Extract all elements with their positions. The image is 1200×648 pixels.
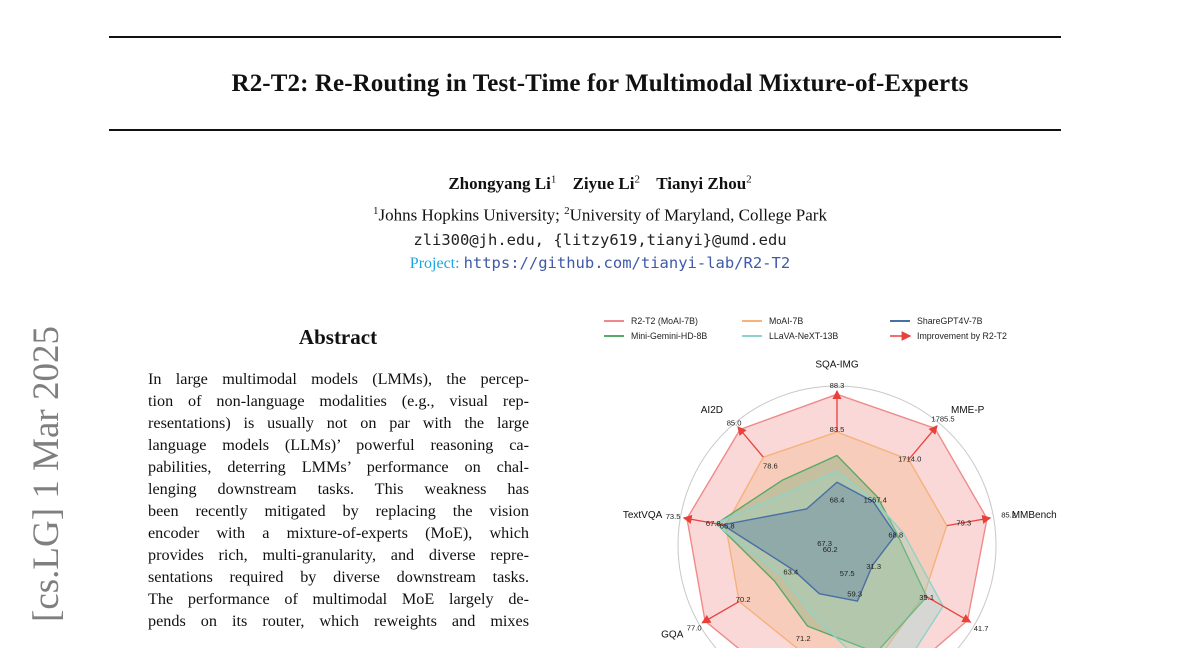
legend-label: Mini-Gemini-HD-8B xyxy=(631,331,708,341)
abstract-line: tion of non-language modalities (e.g., visual rep- xyxy=(148,392,529,410)
legend-label: Improvement by R2-T2 xyxy=(917,331,1007,341)
legend-label: MoAI-7B xyxy=(769,316,804,326)
value-label: 85.0 xyxy=(726,418,742,428)
abstract-line: lenging downstream tasks. This weakness has xyxy=(148,480,529,498)
affiliations: $^1$Johns Hopkins University; $^2$University of Maryland, College Park xyxy=(373,205,827,225)
abstract-body xyxy=(148,368,529,632)
axis-label: MMBench xyxy=(1011,510,1057,522)
abstract-line: provides rich, multi-granularity, and diverse repre- xyxy=(148,546,529,564)
value-label: 85.2 xyxy=(1001,510,1016,520)
radar-chart xyxy=(592,308,1070,648)
value-label: 78.6 xyxy=(763,461,778,471)
value-label: 60.2 xyxy=(822,544,838,554)
axis-label: TextVQA xyxy=(622,510,663,522)
abstract-line: The performance of multimodal MoE largely de- xyxy=(148,590,529,608)
abstract-line: resentations) is usually not on par with the large xyxy=(148,414,529,432)
project-label: Project: xyxy=(409,255,460,272)
author-emails: zli300@jh.edu, {litzy619,tianyi}@umd.edu xyxy=(413,231,787,249)
abstract-line: encoder with a mixture-of-experts (MoE), which xyxy=(148,524,529,542)
abstract-heading: Abstract xyxy=(298,325,378,349)
legend-label: ShareGPT4V-7B xyxy=(917,316,983,326)
value-label: 68.4 xyxy=(829,495,845,505)
abstract-line: In large multimodal models (LMMs), the percep- xyxy=(148,370,529,388)
author-list xyxy=(0,173,1200,194)
author: Zhongyang Li$^1$ xyxy=(448,173,557,193)
value-label: 1714.0 xyxy=(898,454,922,464)
value-label: 70.2 xyxy=(735,595,751,605)
title-rule-bottom xyxy=(109,129,1061,131)
value-label: 77.0 xyxy=(686,623,702,633)
value-label: 1567.4 xyxy=(863,495,887,505)
abstract-line: been recently mitigated by replacing the vision xyxy=(148,502,529,520)
value-label: 83.5 xyxy=(829,424,845,434)
value-label: 65.8 xyxy=(719,521,735,531)
value-label: 79.3 xyxy=(956,518,972,528)
axis-label: GQA xyxy=(661,629,684,641)
value-label: 68.8 xyxy=(888,530,904,540)
project-link-line xyxy=(0,254,1200,273)
author: Ziyue Li$^2$ xyxy=(572,173,640,193)
value-label: 59.3 xyxy=(847,589,863,599)
title-rule-top xyxy=(109,36,1061,38)
axis-label: AI2D xyxy=(700,405,723,417)
value-label: 1785.5 xyxy=(931,414,955,424)
author: Tianyi Zhou$^2$ xyxy=(656,173,752,193)
legend-label: LLaVA-NeXT-13B xyxy=(769,331,839,341)
value-label: 57.5 xyxy=(839,569,855,578)
value-label: 31.3 xyxy=(866,562,882,572)
legend-label: R2-T2 (MoAI-7B) xyxy=(631,316,698,326)
abstract-line: pabilities, deterring LMMs’ performance on chal- xyxy=(148,458,529,476)
value-label: 88.3 xyxy=(829,380,845,390)
axis-label: MME-P xyxy=(951,405,985,417)
value-label: 39.1 xyxy=(919,592,935,602)
value-label: 41.7 xyxy=(973,624,989,634)
value-label: 73.5 xyxy=(665,512,681,522)
value-label: 67.3 xyxy=(817,538,832,548)
project-url-link[interactable]: https://github.com/tianyi-lab/R2-T2 xyxy=(463,254,791,272)
abstract-line: pends on its router, which reweights and mixes xyxy=(148,612,529,630)
arxiv-stamp: [cs.LG] 1 Mar 2025 xyxy=(26,326,67,622)
axis-label: SQA-IMG xyxy=(815,359,859,371)
paper-title: R2-T2: Re-Routing in Test-Time for Multimodal Mixture-of-Experts xyxy=(231,70,969,97)
abstract-line: sentations required by diverse downstream tasks. xyxy=(148,568,529,586)
value-label: 63.4 xyxy=(783,567,799,577)
value-label: 67.8 xyxy=(705,519,721,529)
value-label: 71.2 xyxy=(795,633,811,643)
radar-figure xyxy=(592,308,1070,648)
abstract-line: language models (LLMs)’ powerful reasoning ca- xyxy=(148,436,529,454)
